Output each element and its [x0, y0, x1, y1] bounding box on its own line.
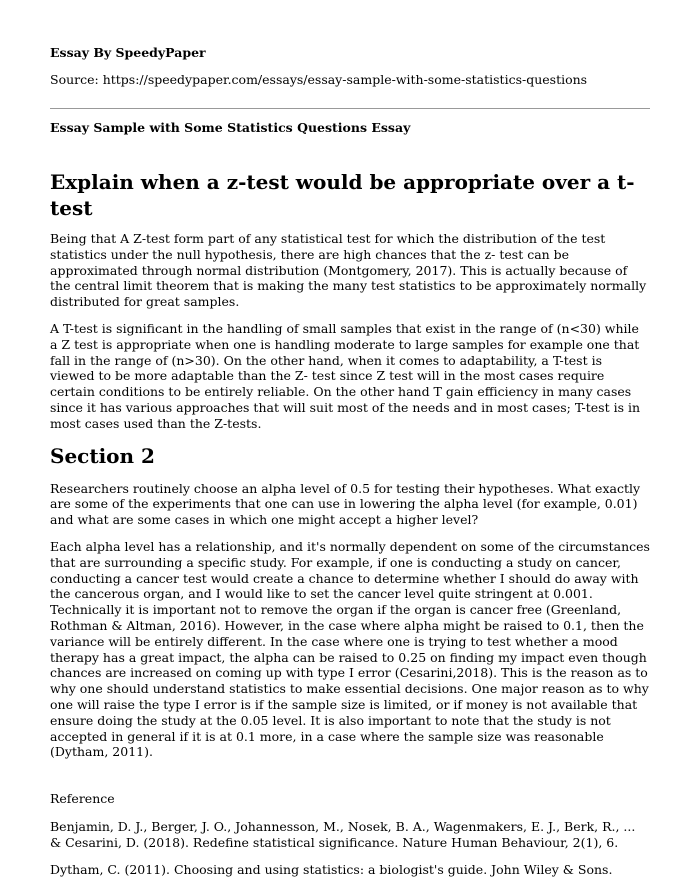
paragraph: Being that A Z-test form part of any statistical test for which the distribution of the test statistics under the null hypothesis, there are high chances that the z- test can be approximated through normal distribution (Montgomery, 2017). This is actually because of the central limit theorem that is making the many test statistics to be approximately normally distributed for great samples.	[50, 231, 647, 310]
paragraph: Researchers routinely choose an alpha level of 0.5 for testing their hypotheses. What exactly are some of the experiments that one can use in lowering the alpha level (for example, 0.01) and what are some cases in which one might accept a higher level?	[50, 480, 641, 528]
paragraph: Each alpha level has a relationship, and it's normally dependent on some of the circumstances that are surrounding a specific study. For example, if one is conducting a study on cancer, conducting a cancer test would create a chance to determine whether I should do away with the cancerous organ, and I would like to set the cancer level quite stringent at 0.001. Technically it is important not to remove the organ if the organ is cancer free (Greenland, Rothman & Altman, 2016). However, in the case where alpha might be raised to 0.1, then the variance will be entirely different. In the case where one is trying to test whether a mood therapy has a great impact, the alpha can be raised to 0.25 on finding my impact even though chances are increased on coming up with type I error (Cesarini,2018). This is the reason as to why one should understand statistics to make essential decisions. One major reason as to why one will raise the type I error is if the sample size is limited, or if money is not available that ensure doing the study at the 0.05 level. It is also important to note that the study is not accepted in general if it is at 0.1 more, in a case where the sample size was reasonable (Dytham, 2011).	[50, 538, 650, 760]
essay-body	[50, 169, 650, 888]
essay-title: Essay Sample with Some Statistics Questions Essay	[50, 120, 411, 135]
source-link[interactable]: Source: https://speedypaper.com/essays/essay-sample-with-some-statistics-questions	[50, 72, 588, 87]
brand-header: Essay By SpeedyPaper	[50, 45, 206, 60]
reference-item: Benjamin, D. J., Berger, J. O., Johannesson, M., Nosek, B. A., Wagenmakers, E. J., Berk, R., ... & Cesarini, D. (2018). Redefine statistical significance. Nature Human Behaviour, 2(1), 6.	[50, 818, 636, 850]
section-2-heading: Section 2	[50, 443, 155, 468]
reference-heading: Reference	[50, 791, 115, 807]
section-1-heading: Explain when a z-test would be appropriate over a t-test	[50, 170, 635, 220]
reference-item: Dytham, C. (2011). Choosing and using statistics: a biologist's guide. John Wiley & Sons.	[50, 861, 613, 877]
paragraph: A T-test is significant in the handling of small samples that exist in the range of (n<30) while a Z test is appropriate when one is handling moderate to large samples for example one that fall in the range of (n>30). On the other hand, when it comes to adaptability, a T-test is viewed to be more adaptable than the Z- test since Z test will in the most cases require certain conditions to be entirely reliable. On the other hand T gain efficiency in many cases since it has various approaches that will suit most of the needs and in most cases; T-test is in most cases used than the Z-tests.	[50, 320, 641, 431]
header-divider	[50, 108, 650, 109]
